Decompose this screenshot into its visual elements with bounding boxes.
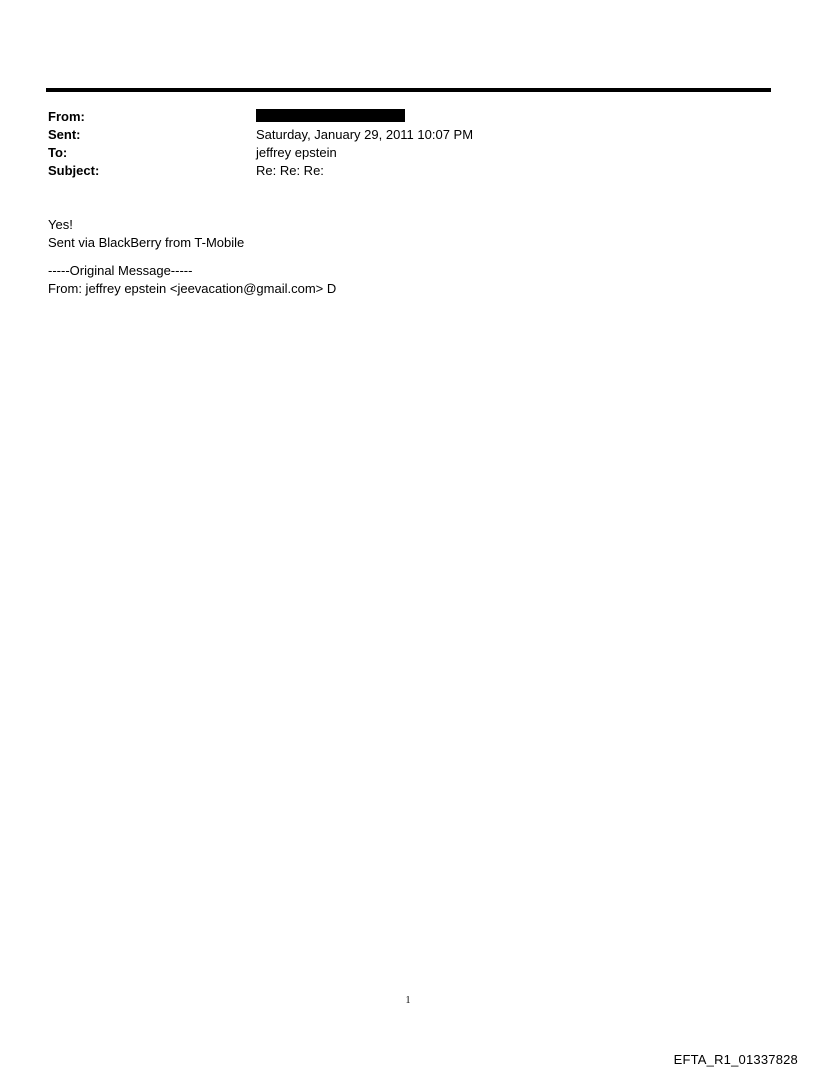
body-spacer	[48, 252, 336, 262]
to-row	[48, 144, 473, 162]
to-label: To:	[48, 145, 68, 160]
header-divider	[46, 88, 771, 92]
document-id: EFTA_R1_01337828	[673, 1052, 798, 1067]
email-header	[48, 108, 473, 180]
original-message-separator: -----Original Message-----	[48, 263, 193, 278]
from-row	[48, 108, 473, 126]
sent-value: Saturday, January 29, 2011 10:07 PM	[256, 127, 474, 142]
page-number: 1	[405, 995, 411, 1006]
sent-row	[48, 126, 473, 144]
sent-label: Sent:	[48, 127, 81, 142]
to-value: jeffrey epstein	[256, 145, 337, 160]
redaction-bar	[256, 109, 405, 122]
body-line-reply: Yes!	[48, 217, 73, 232]
original-message-from: From: jeffrey epstein <jeevacation@gmail.com> D	[48, 281, 337, 296]
body-line-signature: Sent via BlackBerry from T-Mobile	[48, 235, 245, 250]
from-value	[256, 108, 405, 126]
subject-label: Subject:	[48, 163, 100, 178]
email-body	[48, 216, 336, 298]
subject-row	[48, 162, 473, 180]
subject-value: Re: Re: Re:	[256, 163, 324, 178]
from-label: From:	[48, 109, 85, 124]
